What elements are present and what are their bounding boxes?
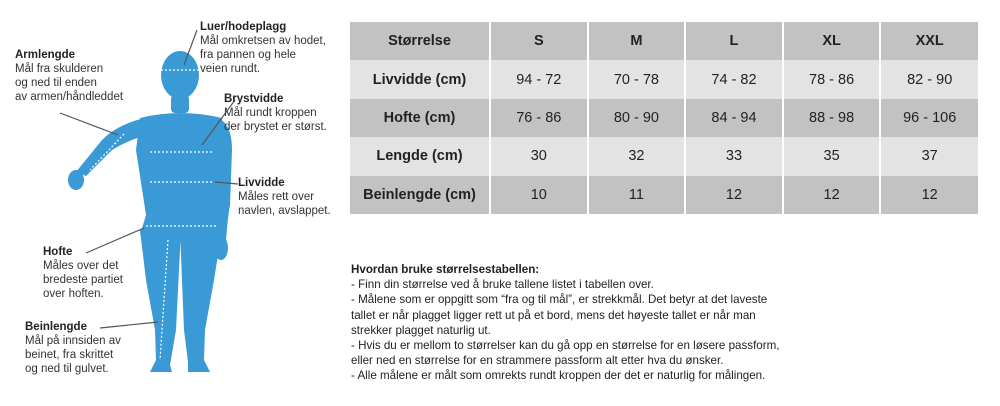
label-chest-desc: Mål rundt kroppen der brystet er størst.: [224, 107, 327, 133]
body-measurement-figure: [0, 0, 350, 406]
table-cell: 74 - 82: [685, 60, 783, 98]
label-inseam-title: Beinlengde: [25, 321, 87, 333]
howto-line: - Målene som er oppgitt som “fra og til mål”, er strekkmål. Det betyr at det laveste: [351, 293, 768, 307]
header-cell-size: Størrelse: [388, 33, 451, 50]
table-cell: 30: [490, 137, 588, 175]
table-cell: 35: [783, 137, 881, 175]
size-table: [350, 22, 978, 214]
row-label: Hofte (cm): [383, 109, 456, 126]
table-cell: 12: [685, 176, 783, 214]
table-cell: 80 - 90: [588, 99, 686, 137]
howto-line: - Hvis du er mellom to størrelser kan du gå opp en størrelse for en løsere passform,: [351, 339, 780, 353]
table-cell: 10: [490, 176, 588, 214]
howto-line: eller ned en størrelse for en strammere passform alt etter hva du ønsker.: [351, 354, 724, 368]
row-label: Livvidde (cm): [372, 71, 467, 88]
table-cell: 78 - 86: [783, 60, 881, 98]
label-waist-title: Livvidde: [238, 177, 285, 189]
table-row: [350, 176, 978, 214]
header-cell-s: S: [490, 22, 588, 60]
table-row: [350, 99, 978, 137]
label-chest-title: Brystvidde: [224, 93, 284, 105]
label-head-title: Luer/hodeplagg: [200, 21, 287, 33]
howto-line: - Finn din størrelse ved å bruke tallene listet i tabellen over.: [351, 278, 654, 292]
label-inseam-desc: Mål på innsiden av beinet, fra skrittet og ned til gulvet.: [25, 335, 121, 375]
label-head: [200, 20, 326, 76]
label-arm: [15, 48, 123, 104]
table-cell: 84 - 94: [685, 99, 783, 137]
table-cell: 12: [783, 176, 881, 214]
table-cell: 11: [588, 176, 686, 214]
table-row: [350, 60, 978, 98]
label-arm-title: Armlengde: [15, 49, 76, 61]
header-cell-m: M: [588, 22, 686, 60]
howto-title: Hvordan bruke størrelsestabellen:: [351, 263, 540, 276]
howto-line: strekker plagget naturlig ut.: [351, 323, 491, 337]
table-cell: 70 - 78: [588, 60, 686, 98]
header-cell-xxl: XXL: [880, 22, 978, 60]
howto-line: - Alle målene er målt som omrekts rundt kroppen der det er naturlig for målingen.: [351, 369, 766, 383]
label-waist-desc: Måles rett over navlen, avslappet.: [238, 191, 331, 217]
label-chest: [224, 92, 327, 134]
howto-section: [351, 262, 951, 384]
label-hip-title: Hofte: [43, 246, 73, 258]
table-cell: 32: [588, 137, 686, 175]
label-arm-desc: Mål fra skulderen og ned til enden av armen/håndleddet: [15, 63, 124, 103]
header-cell-l: L: [685, 22, 783, 60]
table-cell: 33: [685, 137, 783, 175]
table-cell: 88 - 98: [783, 99, 881, 137]
row-label: Lengde (cm): [376, 148, 463, 165]
header-cell-xl: XL: [783, 22, 881, 60]
howto-line: tallet er når plagget ligger rett ut på et bord, mens det høyeste tallet er når man: [351, 308, 756, 322]
label-hip-desc: Måles over det bredeste partiet over hoften.: [43, 260, 123, 300]
table-cell: 76 - 86: [490, 99, 588, 137]
table-cell: 37: [880, 137, 978, 175]
label-head-desc: Mål omkretsen av hodet, fra pannen og hele veien rundt.: [200, 35, 326, 75]
table-cell: 96 - 106: [880, 99, 978, 137]
table-row: [350, 137, 978, 175]
label-waist: [238, 176, 331, 218]
label-hip: [43, 245, 123, 301]
row-label: Beinlengde (cm): [363, 186, 476, 203]
size-table-header-row: [350, 22, 978, 60]
table-cell: 82 - 90: [880, 60, 978, 98]
table-cell: 12: [880, 176, 978, 214]
table-cell: 94 - 72: [490, 60, 588, 98]
label-inseam: [25, 320, 121, 376]
